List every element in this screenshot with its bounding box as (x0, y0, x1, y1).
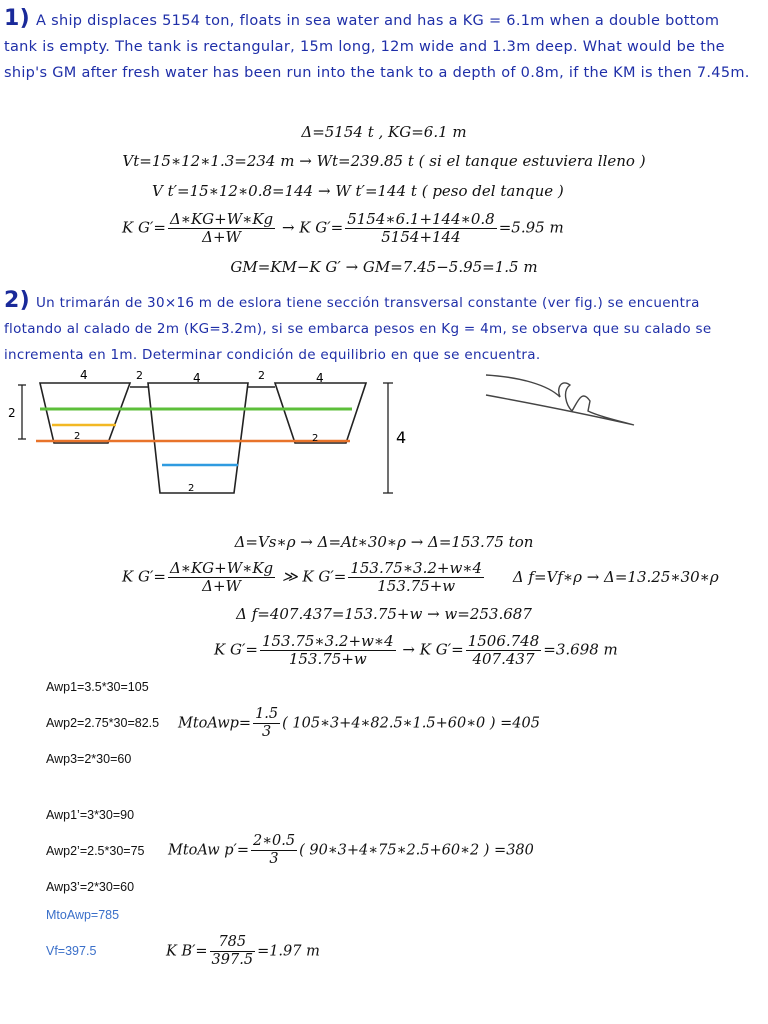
eq-kg-arrow: → K G′= (281, 218, 344, 237)
mto2-rhs: ( 90∗3+4∗75∗2.5+60∗2 ) =380 (299, 842, 534, 859)
label-center-top: 4 (193, 371, 201, 385)
frac-numerator: 153.75∗3.2+w∗4 (350, 559, 483, 577)
eq-tank-volume-partial: V t′=15∗12∗0.8=144 → W t′=144 t ( peso del tanque ) (152, 182, 564, 200)
problem-2-statement (4, 288, 756, 368)
sol-kg2-frac-general (260, 633, 396, 668)
sol-kg-formula (122, 560, 719, 595)
eq-displacement: Δ=5154 t , KG=6.1 m (301, 123, 467, 141)
eq-gm: GM=KM−K G′ → GM=7.45−5.95=1.5 m (230, 258, 538, 276)
frac-denominator: Δ+W (202, 228, 241, 246)
problem-1-number: 1) (4, 6, 30, 31)
label-left-top: 4 (80, 368, 88, 382)
calc-vf: Vf=397.5 (46, 944, 97, 958)
label-gap-left: 2 (136, 369, 143, 382)
frac-numerator: Δ∗KG+W∗Kg (169, 559, 274, 577)
frac-denominator: 407.437 (472, 650, 535, 668)
eq-kg-lhs: K G′= (122, 218, 166, 237)
eq-kg-prime (122, 211, 564, 246)
frac-denominator: 153.75+w (377, 577, 456, 595)
trimaran-section-figure (0, 365, 768, 515)
sol-displacement: Δ=Vs∗ρ → Δ=At∗30∗ρ → Δ=153.75 ton (234, 533, 534, 551)
sol-kg-frac-general (168, 560, 275, 595)
label-height-left: 2 (8, 406, 16, 420)
frac-denominator: 3 (261, 724, 272, 740)
calc-awp1: Awp1=3.5*30=105 (46, 680, 149, 694)
kb-result: =1.97 m (257, 943, 320, 960)
sol-final-displacement: Δ f=Vf∗ρ → Δ=13.25∗30∗ρ (512, 567, 719, 586)
calc-awp1-prime: Awp1’=3*30=90 (46, 808, 135, 822)
calc-mto-awp-total: MtoAwp=785 (46, 908, 120, 922)
eq-kb-prime (166, 934, 320, 969)
sol-kg-lhs: K G′= (122, 567, 166, 586)
kb-frac (210, 934, 256, 969)
mto1-rhs: ( 105∗3+4∗82.5∗1.5+60∗0 ) =405 (282, 715, 540, 732)
frac-numerator: 1506.748 (467, 632, 540, 650)
label-height-right: 4 (396, 428, 407, 447)
label-center-bottom: 2 (188, 483, 195, 494)
sol-kg-arrow: ≫ K G′= (281, 567, 347, 586)
label-gap-right: 2 (258, 369, 265, 382)
sol-weight: Δ f=407.437=153.75+w → w=253.687 (236, 605, 532, 623)
signature-scribble (486, 375, 634, 425)
frac-numerator: 5154∗6.1+144∗0.8 (347, 210, 495, 228)
mto2-frac (251, 833, 297, 868)
sol-kg-frac-values (348, 560, 484, 595)
frac-denominator: 3 (269, 851, 279, 867)
eq-tank-volume-full: Vt=15∗12∗1.3=234 m → Wt=239.85 t ( si el tanque estuviera lleno ) (122, 152, 646, 170)
label-left-bottom: 2 (74, 431, 81, 442)
frac-denominator: 153.75+w (288, 650, 367, 668)
frac-numerator: Δ∗KG+W∗Kg (169, 210, 274, 228)
sol-kg-result (214, 633, 618, 668)
sol-kg2-arrow: → K G′= (402, 640, 464, 659)
problem-2-text: Un trimarán de 30×16 m de eslora tiene sección transversal constante (ver fig.) se encuentra flotando al calado de 2m (KG=3.2m), si se embarca pesos en Kg = 4m, se observa que su calado se incrementa en 1m. Determinar condición de equilibrio en que se encuentra. (4, 295, 712, 363)
left-hull (40, 383, 130, 443)
frac-numerator: 153.75∗3.2+w∗4 (261, 632, 394, 650)
sol-kg2-result: =3.698 m (543, 640, 618, 659)
frac-denominator: 5154+144 (381, 228, 461, 246)
problem-1-statement (4, 6, 756, 86)
eq-moment-awp (178, 706, 540, 741)
calc-awp2: Awp2=2.75*30=82.5 (46, 716, 160, 730)
calc-awp3-prime: Awp3’=2*30=60 (46, 880, 135, 894)
frac-numerator: 2∗0.5 (252, 833, 296, 849)
eq-kg-result: =5.95 m (498, 218, 564, 237)
mto1-frac (253, 706, 280, 741)
frac-numerator: 785 (210, 934, 256, 952)
label-right-top: 4 (316, 371, 324, 385)
label-right-bottom: 2 (312, 433, 319, 444)
eq-kg-frac-values (345, 211, 496, 246)
kb-lhs: K B′= (166, 943, 208, 960)
calc-awp2-prime: Awp2’=2.5*30=75 (46, 844, 145, 858)
eq-kg-frac-general (168, 211, 275, 246)
eq-moment-awp-prime (168, 833, 534, 868)
sol-kg2-lhs: K G′= (214, 640, 258, 659)
frac-denominator: Δ+W (202, 577, 241, 595)
sol-kg2-frac-values (466, 633, 542, 668)
mto1-lhs: MtoAwp= (178, 715, 252, 732)
right-hull (275, 383, 366, 443)
problem-2-number: 2) (4, 288, 30, 313)
frac-numerator: 1.5 (255, 706, 279, 722)
problem-1-text: A ship displaces 5154 ton, floats in sea water and has a KG = 6.1m when a double bottom tank is empty. The tank is rectangular, 15m long, 12m wide and 1.3m deep. What would be the ship's GM after fresh water has been run into the tank to a depth of 0.8m, if the KM is then 7.45m. (4, 13, 750, 81)
frac-denominator: 397.5 (211, 952, 254, 968)
calc-awp3: Awp3=2*30=60 (46, 752, 132, 766)
center-hull (148, 383, 248, 493)
mto2-lhs: MtoAw p′= (168, 842, 249, 859)
